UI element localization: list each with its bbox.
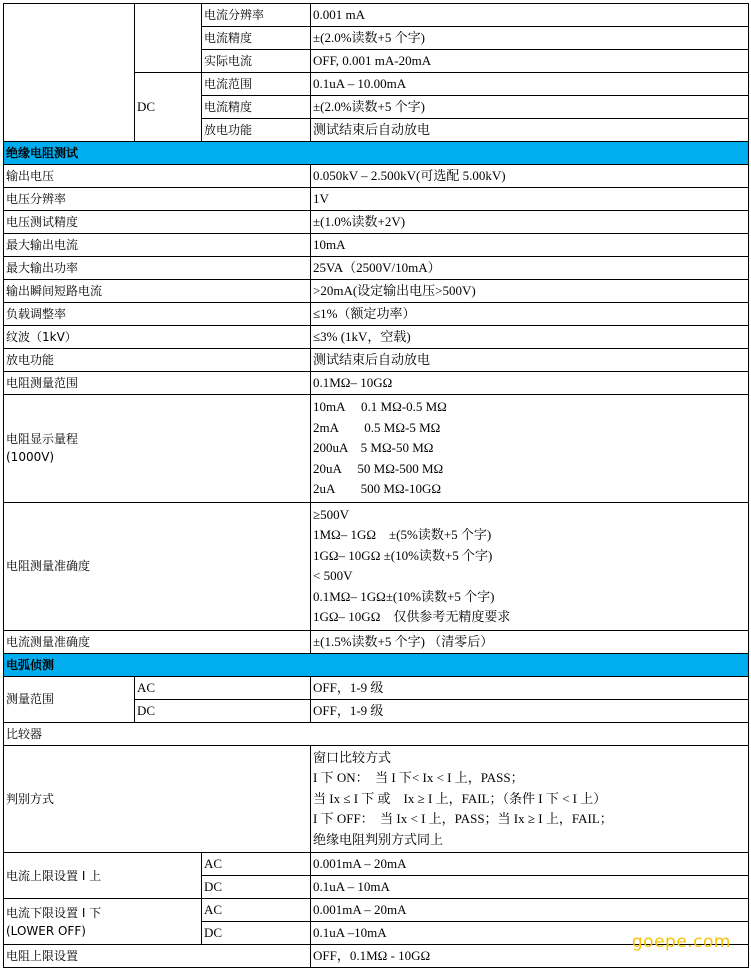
- table-row: [4, 745, 749, 853]
- section-header-row: [4, 142, 749, 165]
- row-label: 电流分辨率: [202, 4, 311, 27]
- row-label: 放电功能: [4, 349, 311, 372]
- table-row: [4, 257, 749, 280]
- row-value: ±(1.5%读数+5 个字) （清零后）: [311, 630, 749, 653]
- label-line: (1000V): [6, 450, 55, 465]
- row-label: 电流精度: [202, 96, 311, 119]
- row-value: 测试结束后自动放电: [311, 349, 749, 372]
- row-value: 0.001mA – 20mA: [311, 853, 749, 876]
- value-line: 20uA 50 MΩ-500 MΩ: [313, 460, 444, 476]
- table-row: [4, 211, 749, 234]
- table-row: [4, 234, 749, 257]
- table-row: [4, 280, 749, 303]
- blank-cell: [4, 4, 135, 142]
- row-value: 0.1uA – 10mA: [311, 876, 749, 899]
- table-row: [4, 326, 749, 349]
- value-line: I 下 OFF： 当 Ix < I 上，PASS；当 Ix ≥ I 上，FAIL；: [313, 811, 613, 826]
- row-label: 电压测试精度: [4, 211, 311, 234]
- comparator-label: 比较器: [4, 722, 749, 745]
- row-value: ±(2.0%读数+5 个字): [311, 96, 749, 119]
- mode-label: AC: [202, 853, 311, 876]
- row-label: 测量范围: [4, 676, 135, 722]
- row-value: 0.050kV – 2.500kV(可选配 5.00kV): [311, 165, 749, 188]
- label-line: (LOWER OFF): [6, 923, 86, 938]
- row-label: 电阻测量准确度: [4, 502, 311, 630]
- value-line: I 下 ON： 当 I 下< Ix < I 上，PASS；: [313, 770, 524, 785]
- row-value: ≤3% (1kV，空载): [311, 326, 749, 349]
- row-value: [311, 395, 749, 503]
- row-value: 测试结束后自动放电: [311, 119, 749, 142]
- row-value: OFF，1-9 级: [311, 676, 749, 699]
- row-label: 判别方式: [4, 745, 311, 853]
- row-label: 输出瞬间短路电流: [4, 280, 311, 303]
- row-label: [4, 899, 202, 945]
- watermark-text: goepe.com: [631, 932, 731, 952]
- row-label: 电流上限设置 I 上: [4, 853, 202, 899]
- value-line: 绝缘电阻判别方式同上: [313, 831, 444, 847]
- mode-label: DC: [135, 699, 311, 722]
- row-value: [311, 502, 749, 630]
- row-label: 最大输出功率: [4, 257, 311, 280]
- table-row: [4, 188, 749, 211]
- row-label: 输出电压: [4, 165, 311, 188]
- row-label: 放电功能: [202, 119, 311, 142]
- row-value: OFF，1-9 级: [311, 699, 749, 722]
- mode-label: AC: [135, 676, 311, 699]
- row-value: 0.1uA – 10.00mA: [311, 73, 749, 96]
- row-value: 0.001mA – 20mA: [311, 899, 749, 922]
- row-value: 1V: [311, 188, 749, 211]
- table-row: [4, 372, 749, 395]
- label-line: 电阻显示量程: [6, 432, 79, 447]
- value-line: 2mA 0.5 MΩ-5 MΩ: [313, 419, 441, 435]
- row-value: 0.1MΩ– 10GΩ: [311, 372, 749, 395]
- value-line: 10mA 0.1 MΩ-0.5 MΩ: [313, 399, 447, 414]
- value-line: 2uA 500 MΩ-10GΩ: [313, 481, 442, 496]
- row-value: 25VA（2500V/10mA）: [311, 257, 749, 280]
- section-title: 绝缘电阻测试: [4, 142, 749, 165]
- spec-table: [3, 3, 749, 968]
- value-line: 200uA 5 MΩ-50 MΩ: [313, 440, 434, 455]
- row-label: 负载调整率: [4, 303, 311, 326]
- table-row: [4, 676, 749, 699]
- table-row: [4, 349, 749, 372]
- row-label: [4, 395, 311, 503]
- row-label: 电流范围: [202, 73, 311, 96]
- row-label: 最大输出电流: [4, 234, 311, 257]
- row-value: OFF, 0.001 mA-20mA: [311, 50, 749, 73]
- blank-cell: [135, 4, 202, 73]
- value-line: 窗口比较方式: [313, 749, 392, 765]
- mode-label: DC: [202, 922, 311, 945]
- row-value: ≤1%（额定功率）: [311, 303, 749, 326]
- row-label: 实际电流: [202, 50, 311, 73]
- table-row: [4, 395, 749, 503]
- section-title: 电弧侦测: [4, 653, 749, 676]
- row-label: 电阻测量范围: [4, 372, 311, 395]
- row-label: 电阻上限设置: [4, 945, 311, 968]
- value-line: 当 Ix ≤ I 下 或 Ix ≥ I 上，FAIL；（条件 I 下 < I 上）: [313, 790, 607, 806]
- value-line: 1GΩ– 10GΩ ±(10%读数+5 个字): [313, 547, 493, 563]
- table-row: [4, 303, 749, 326]
- label-line: 电流下限设置 I 下: [6, 905, 102, 920]
- row-value: ±(2.0%读数+5 个字): [311, 27, 749, 50]
- mode-label: DC: [202, 876, 311, 899]
- row-label: 电流测量准确度: [4, 630, 311, 653]
- table-row: [4, 4, 749, 27]
- value-line: 1MΩ– 1GΩ ±(5%读数+5 个字): [313, 527, 492, 542]
- row-value: [311, 745, 749, 853]
- row-value: >20mA(设定输出电压>500V): [311, 280, 749, 303]
- table-row: [4, 165, 749, 188]
- mode-label: AC: [202, 899, 311, 922]
- value-line: 0.1MΩ– 1GΩ±(10%读数+5 个字): [313, 588, 495, 604]
- table-row: [4, 502, 749, 630]
- value-line: ≥500V: [313, 506, 350, 522]
- table-row: [4, 630, 749, 653]
- row-label: 纹波（1kV）: [4, 326, 311, 349]
- row-value: 10mA: [311, 234, 749, 257]
- value-line: < 500V: [313, 568, 353, 583]
- row-label: 电压分辨率: [4, 188, 311, 211]
- value-line: 1GΩ– 10GΩ 仅供参考无精度要求: [313, 609, 511, 624]
- section-header-row: [4, 653, 749, 676]
- row-value: 0.1uA –10mA: [311, 922, 749, 945]
- row-label: 电流精度: [202, 27, 311, 50]
- row-value: ±(1.0%读数+2V): [311, 211, 749, 234]
- table-row: [4, 853, 749, 876]
- dc-label: DC: [135, 73, 202, 142]
- table-row: [4, 722, 749, 745]
- row-value: 0.001 mA: [311, 4, 749, 27]
- row-value: OFF，0.1MΩ - 10GΩ: [311, 945, 749, 968]
- table-row: [4, 899, 749, 922]
